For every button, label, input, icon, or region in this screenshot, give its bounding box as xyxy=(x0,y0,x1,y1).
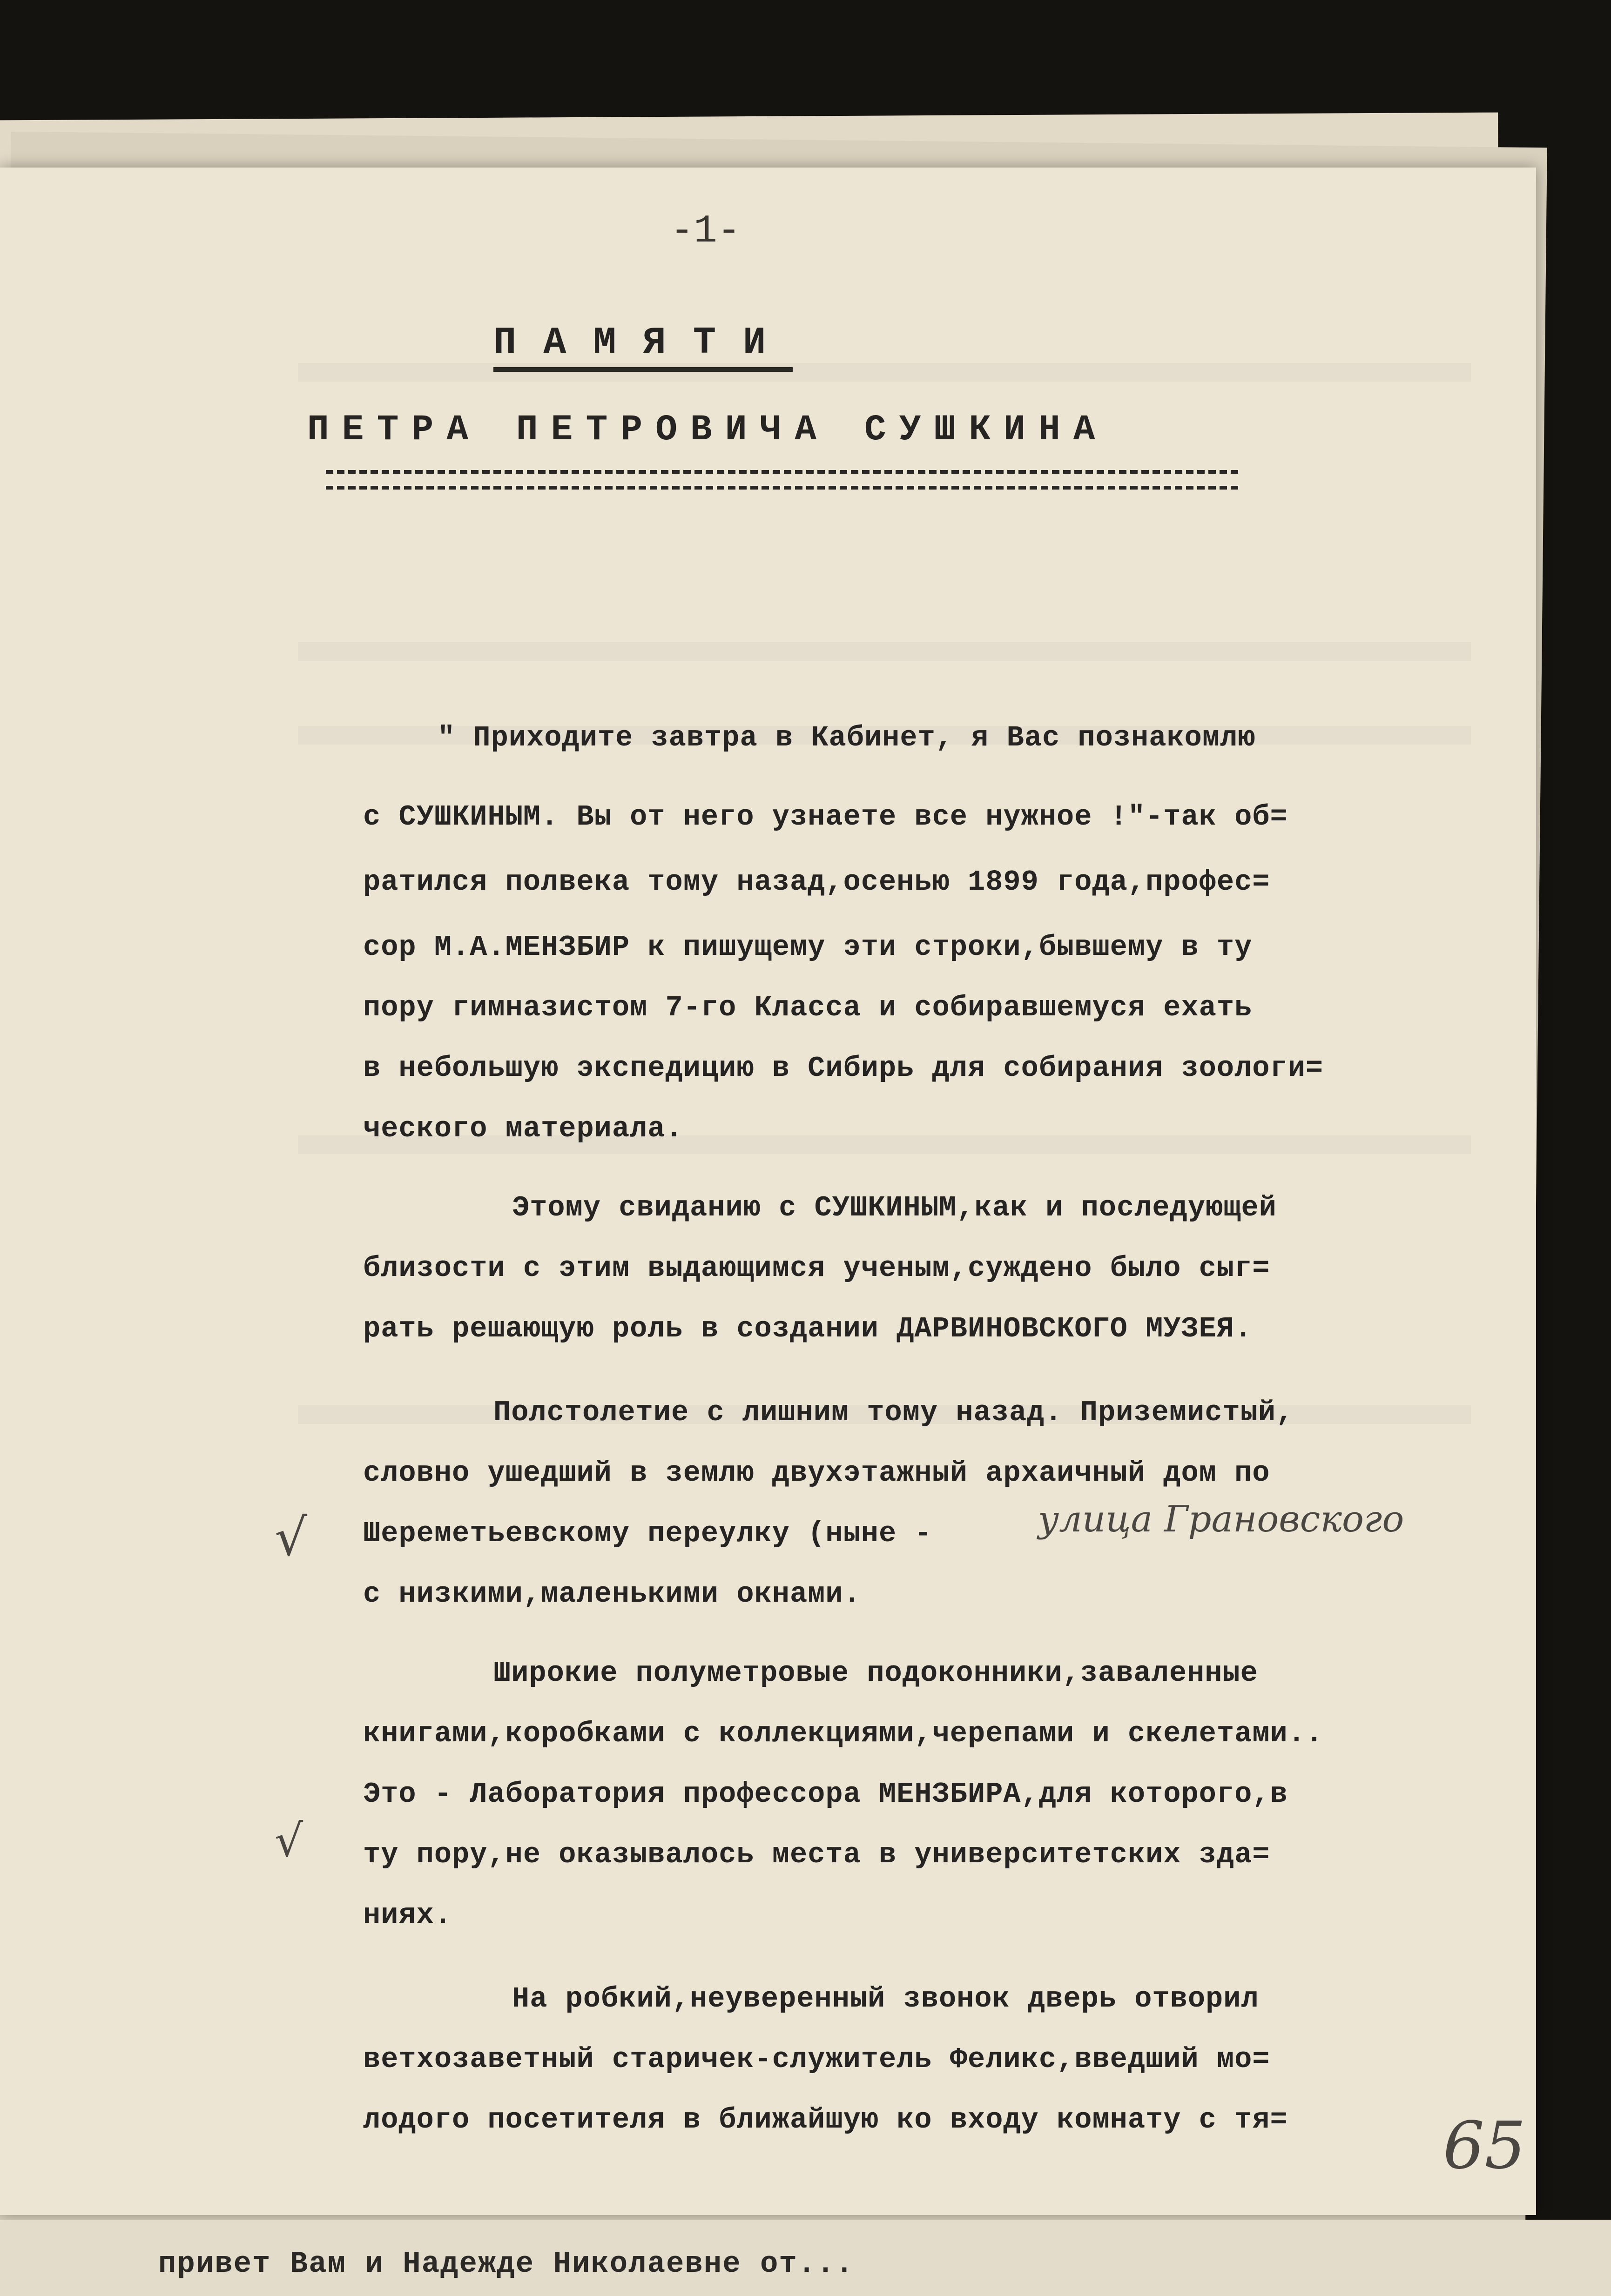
text-line: книгами,коробками с коллекциями,черепами и скелетами.. xyxy=(363,1717,1324,1750)
text-line: ту пору,не оказывалось места в университетских зда= xyxy=(363,1838,1270,1871)
text-line: Широкие полуметровые подоконники,заваленные xyxy=(493,1657,1258,1690)
text-line: с низкими,маленькими окнами. xyxy=(363,1578,861,1611)
text-line: в небольшую экспедицию в Сибирь для собирания зоологи= xyxy=(363,1052,1324,1085)
next-page-strip xyxy=(0,2220,1611,2296)
page-number: -1- xyxy=(670,209,741,254)
text-line: с СУШКИНЫМ. Вы от него узнаете все нужное !"-так об= xyxy=(363,800,1288,833)
text-line: ратился полвека тому назад,осенью 1899 года,профес= xyxy=(363,866,1270,899)
next-page-partial-line: привет Вам и Надежде Николаевне от... xyxy=(158,2248,855,2281)
bleed-through xyxy=(298,363,1471,382)
text-line: Это - Лаборатория профессора МЕНЗБИРА,для которого,в xyxy=(363,1778,1288,1811)
text-line: ческого материала. xyxy=(363,1112,683,1145)
text-line: На робкий,неуверенный звонок дверь отворил xyxy=(512,1982,1259,2015)
text-line: близости с этим выдающимся ученым,суждено было сыг= xyxy=(363,1252,1270,1285)
text-line: Этому свиданию с СУШКИНЫМ,как и последующей xyxy=(512,1191,1277,1224)
handwritten-folio-number: 65 xyxy=(1443,2108,1526,2184)
title-line-2: ПЕТРА ПЕТРОВИЧА СУШКИНА xyxy=(307,410,1108,450)
text-line: лодого посетителя в ближайшую ко входу комнату с тя= xyxy=(363,2103,1288,2136)
bleed-through xyxy=(298,642,1471,661)
text-line: рать решающую роль в создании ДАРВИНОВСКОГО МУЗЕЯ. xyxy=(363,1312,1253,1345)
text-line: ветхозаветный старичек-служитель Феликс,введший мо= xyxy=(363,2043,1270,2076)
handwritten-check-mark: √ xyxy=(275,1815,303,1867)
title-double-underline xyxy=(326,470,1238,490)
text-line: Полстолетие с лишним тому назад. Приземистый, xyxy=(493,1396,1294,1429)
text-line: Шереметьевскому переулку (ныне - xyxy=(363,1517,932,1550)
handwritten-check-mark: √ xyxy=(275,1508,308,1567)
text-line: ниях. xyxy=(363,1899,452,1932)
text-line: сор М.А.МЕНЗБИР к пишущему эти строки,бывшему в ту xyxy=(363,931,1253,964)
text-line: пору гимназистом 7-го Класса и собиравшемуся ехать xyxy=(363,991,1253,1024)
text-line: " Приходите завтра в Кабинет, я Вас познакомлю xyxy=(438,721,1256,754)
title-line-1: ПАМЯТИ xyxy=(493,321,793,372)
text-line: словно ушедший в землю двухэтажный архаичный дом по xyxy=(363,1457,1270,1490)
handwritten-street-name: улица Грановского xyxy=(1038,1498,1404,1540)
